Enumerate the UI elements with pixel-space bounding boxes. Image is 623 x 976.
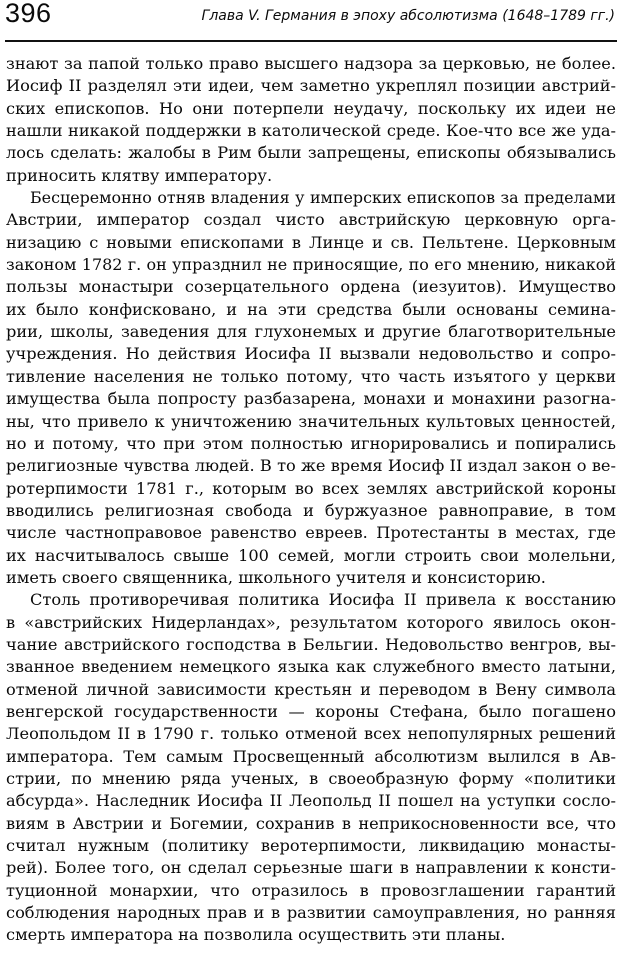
text-line: пользы монастыри созерцательного ордена (иезуитов). Имущество <box>6 277 616 297</box>
text-line: абсурда». Наследник Иосифа II Леопольд II пошел на уступки сосло- <box>6 791 616 811</box>
text-line: религиозные чувства людей. В то же время Иосиф II издал закон о ве- <box>6 456 616 476</box>
text-line: ны, что привело к уничтожению значительных культовых ценностей, <box>6 411 616 431</box>
text-line: Австрии, император создал чисто австрийскую церковную орга- <box>6 210 616 230</box>
text-line: нашли никакой поддержки в католической среде. Кое-что все же уда- <box>6 121 616 141</box>
text-line: Бесцеремонно отняв владения у имперских епископов за пределами <box>30 188 616 208</box>
text-line: их насчитывалось свыше 100 семей, могли строить свои молельни, <box>6 545 616 565</box>
text-line: но и потому, что при этом полностью игнорировались и попирались <box>6 433 616 453</box>
running-head: Глава V. Германия в эпоху абсолютизма (1648–1789 гг.) <box>201 8 615 24</box>
text-line: рей). Более того, он сделал серьезные шаги в направлении к консти- <box>6 858 616 878</box>
text-line: Леопольдом II в 1790 г. только отменой всех непопулярных решений <box>6 724 616 744</box>
text-line: низацию с новыми епископами в Линце и св. Пельтене. Церковным <box>6 232 616 252</box>
text-line: Иосиф II разделял эти идеи, чем заметно укреплял позиции австрий- <box>6 76 616 96</box>
text-line: лось сделать: жалобы в Рим были запрещены, епископы обязывались <box>6 143 616 163</box>
text-line: знают за папой только право высшего надзора за церковью, не более. <box>6 54 616 73</box>
text-line: туционной монархии, что отразилось в провозглашении гарантий <box>6 880 616 900</box>
text-line: Столь противоречивая политика Иосифа II привела к восстанию <box>30 590 616 610</box>
page-number: 396 <box>5 0 52 28</box>
text-line: законом 1782 г. он упразднил не приносящие, по его мнению, никакой <box>6 255 616 275</box>
paragraph <box>6 589 616 947</box>
page-header <box>5 0 615 40</box>
text-line: считал нужным (политику веротерпимости, ликвидацию монасты- <box>6 836 616 856</box>
text-line: имущества была попросту разбазарена, монахи и монахини разогна- <box>6 389 616 409</box>
paragraph <box>6 187 616 589</box>
text-line: ротерпимости 1781 г., которым во всех землях австрийской короны <box>6 478 616 498</box>
text-line: виям в Австрии и Богемии, сохранив в неприкосновенности все, что <box>6 813 616 833</box>
text-line: иметь своего священника, школьного учителя и консисторию. <box>6 567 546 587</box>
text-line: в «австрийских Нидерландах», результатом которого явилось окон- <box>6 612 616 632</box>
text-line: тивление населения не только потому, что часть изъятого у церкви <box>6 366 616 386</box>
text-line: чание австрийского господства в Бельгии. Недовольство венгров, вы- <box>6 634 616 654</box>
text-line: смерть императора на позволила осуществить эти планы. <box>6 925 506 945</box>
text-line: императора. Тем самым Просвещенный абсолютизм вылился в Ав- <box>6 746 616 766</box>
text-line: отменой личной зависимости крестьян и переводом в Вену символа <box>6 679 616 699</box>
header-rule <box>5 40 617 42</box>
text-line: венгерской государственности — короны Стефана, было погашено <box>6 701 616 721</box>
text-line: соблюдения народных прав и в развитии самоуправления, но ранняя <box>6 903 616 923</box>
body-text <box>6 53 616 947</box>
text-line: учреждения. Но действия Иосифа II вызвали недовольство и сопро- <box>6 344 616 364</box>
text-line: числе частноправовое равенство евреев. Протестанты в местах, где <box>6 523 616 543</box>
paragraph <box>6 53 616 187</box>
text-line: их было конфисковано, и на эти средства были основаны семина- <box>6 299 616 319</box>
text-line: ских епископов. Но они потерпели неудачу, поскольку их идеи не <box>6 98 616 118</box>
text-line: приносить клятву императору. <box>6 165 273 185</box>
text-line: рии, школы, заведения для глухонемых и другие благотворительные <box>6 322 616 342</box>
text-line: стрии, по мнению ряда ученых, в своеобразную форму «политики <box>6 769 616 788</box>
text-line: вводились религиозная свобода и буржуазное равноправие, в том <box>6 500 616 520</box>
text-line: званное введением немецкого языка как служебного вместо латыни, <box>6 657 616 677</box>
